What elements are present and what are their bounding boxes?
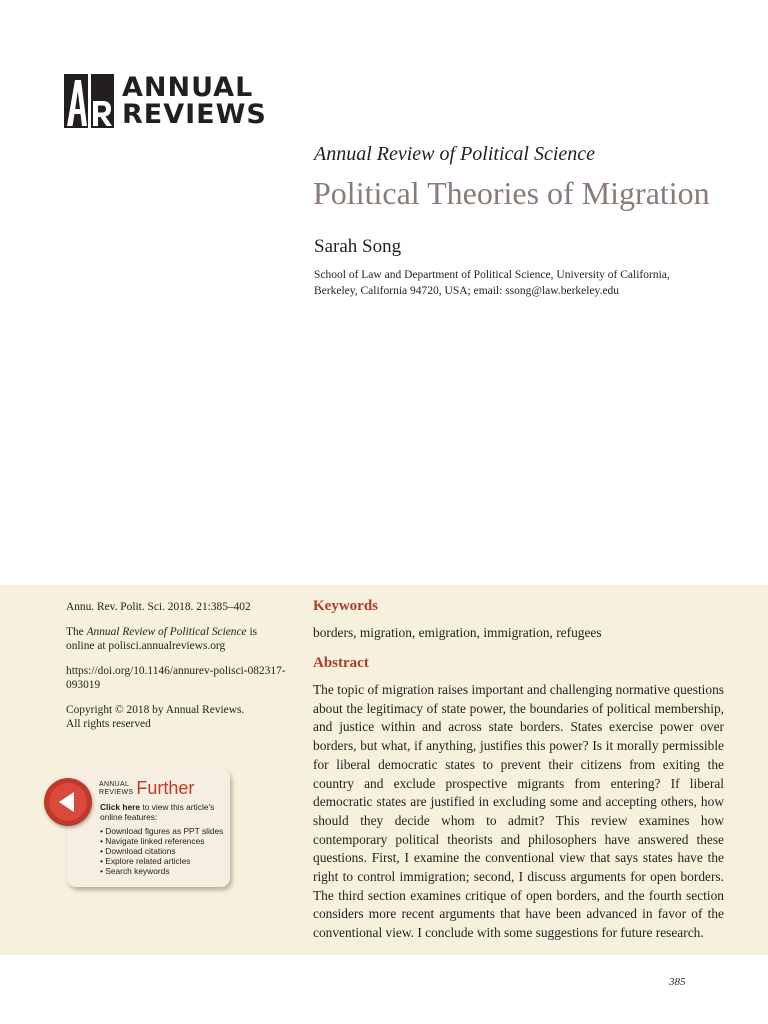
online-availability <box>66 625 286 654</box>
further-button[interactable] <box>44 778 92 826</box>
logo-wordmark <box>122 74 267 128</box>
article-title: Political Theories of Migration <box>313 175 710 211</box>
list-item: • Search keywords <box>100 866 228 876</box>
further-small-line-2: REVIEWS <box>99 788 134 796</box>
author-affiliation: School of Law and Department of Political Science, University of California, Berkeley, California 94720, USA; email: ssong@law.berkeley.edu <box>314 269 670 297</box>
abstract-heading: Abstract <box>313 655 369 671</box>
article-info-sidebar <box>66 600 286 732</box>
further-title: Further <box>136 778 195 798</box>
online-suffix: is online at polisci.annualreviews.org <box>66 625 258 652</box>
online-prefix: The <box>66 625 87 638</box>
logo-line-1: ANNUAL <box>122 72 254 103</box>
further-intro: to view this article's online features: <box>100 802 215 822</box>
further-feature-list <box>100 826 228 876</box>
list-item: • Download figures as PPT slides <box>100 826 228 836</box>
logo-line-2: REVIEWS <box>122 99 267 130</box>
citation: Annu. Rev. Polit. Sci. 2018. 21:385–402 <box>66 601 251 613</box>
keywords-list: borders, migration, emigration, immigration, refugees <box>313 625 602 640</box>
copyright-notice <box>66 703 286 732</box>
annual-reviews-logo <box>64 74 267 128</box>
journal-name: Annual Review of Political Science <box>314 143 596 165</box>
click-here-link[interactable]: Click here <box>100 802 141 812</box>
keywords-heading: Keywords <box>313 598 378 614</box>
list-item: • Explore related articles <box>100 856 228 866</box>
further-small-line-1: ANNUAL <box>99 781 130 788</box>
doi-link[interactable]: https://doi.org/10.1146/annurev-polisci-082317-093019 <box>66 664 286 691</box>
further-header <box>99 778 194 799</box>
list-item: • Download citations <box>100 846 228 856</box>
online-journal-name: Annual Review of Political Science <box>86 625 247 638</box>
ar-logo-mark-icon <box>64 74 114 128</box>
abstract-text: The topic of migration raises important and challenging normative questions about the legitimacy of state power, the boundaries of political membership, and justice within and across state borders. States exercise power over borders, but what, if anything, justifies this power? Is it morally permissible for liberal democratic states to prevent their citizens from exiting the country and exclude prospective migrants from entering? If liberal democratic states are justified in excluding some and accepting others, how should they decide whom to admit? This review examines how contemporary political theorists and philosophers have answered these questions. First, I examine the conventional view that says states have the right to control immigration; second, I discuss arguments for open borders. The third section examines critique of open borders, and the fourth section considers more recent arguments that have been advanced in favor of the conventional view. I conclude with some suggestions for future research. <box>313 682 724 941</box>
further-body <box>100 802 228 876</box>
list-item: • Navigate linked references <box>100 836 228 846</box>
copyright-line: Copyright © 2018 by Annual Reviews. <box>66 703 245 716</box>
rights-line: All rights reserved <box>66 718 151 730</box>
author-name: Sarah Song <box>314 236 402 257</box>
page-number: 385 <box>669 976 686 988</box>
further-annual-reviews <box>99 781 133 796</box>
play-back-icon <box>44 778 92 826</box>
